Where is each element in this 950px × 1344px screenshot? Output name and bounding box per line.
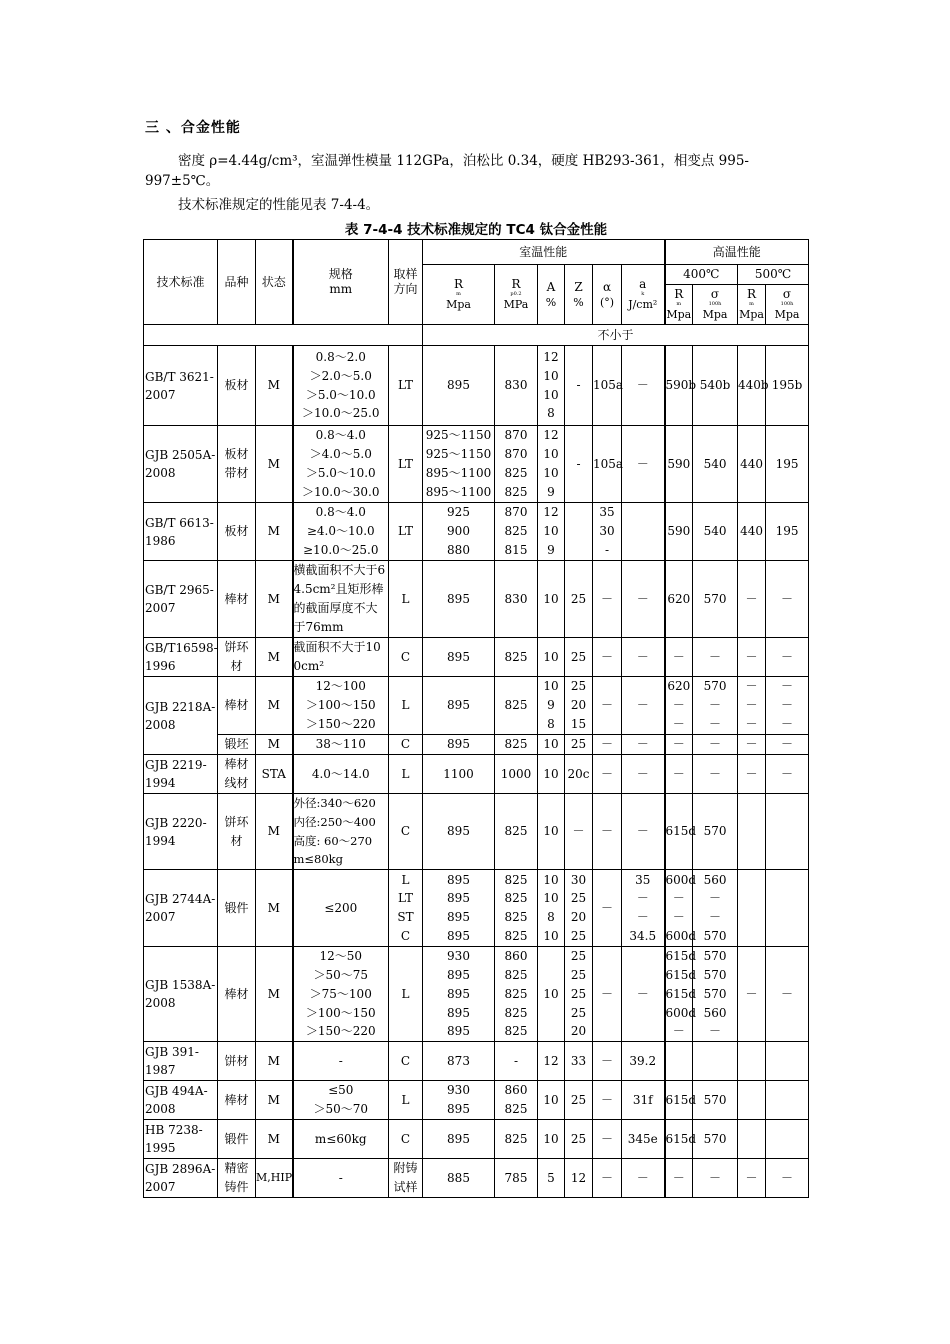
cell-rp: 860 825	[495, 1081, 538, 1120]
cell-a: 10	[538, 794, 565, 870]
cell-std: GB/T 3621-2007	[144, 346, 218, 426]
cell-s500: －	[766, 638, 809, 677]
cell-s500: －	[766, 947, 809, 1042]
cell-dir: LT	[389, 503, 423, 561]
cell-spec: 4.0～14.0	[293, 755, 389, 794]
header-z: Z %	[565, 265, 593, 325]
cell-z: 25 20 15	[565, 677, 593, 735]
cell-std: GJB 1538A-2008	[144, 947, 218, 1042]
cell-dir: L	[389, 1081, 423, 1120]
cell-ak: －	[622, 638, 665, 677]
cell-ak: －	[622, 755, 665, 794]
cell-rm: 895	[423, 794, 495, 870]
cell-ak: －	[622, 561, 665, 638]
cell-ak	[622, 503, 665, 561]
cell-rm: 1100	[423, 755, 495, 794]
properties-table	[143, 239, 809, 1198]
cell-state: M	[256, 870, 293, 947]
cell-a: 12	[538, 1042, 565, 1081]
cell-product: 棒材 线材	[218, 755, 256, 794]
header-sigma-500: σ 100h Mpa	[766, 285, 809, 325]
cell-dir: C	[389, 1042, 423, 1081]
cell-state: M	[256, 426, 293, 503]
cell-s400: 540	[693, 503, 738, 561]
cell-rp: 825	[495, 1120, 538, 1159]
cell-state: M	[256, 1042, 293, 1081]
cell-z: -	[565, 346, 593, 426]
cell-std: GJB 2744A-2007	[144, 870, 218, 947]
cell-r500: － － －	[738, 677, 766, 735]
cell-ak: 35 － － 34.5	[622, 870, 665, 947]
cell-state: M	[256, 503, 293, 561]
cell-alpha: －	[593, 561, 622, 638]
cell-r500	[738, 1081, 766, 1120]
cell-r400: －	[665, 735, 693, 755]
cell-z: －	[565, 794, 593, 870]
cell-s500: －	[766, 1159, 809, 1198]
cell-state: M	[256, 638, 293, 677]
cell-rm: 895	[423, 735, 495, 755]
cell-s500	[766, 1081, 809, 1120]
cell-a: 10 10 8 10	[538, 870, 565, 947]
cell-z: 25	[565, 735, 593, 755]
cell-r400: 590	[665, 503, 693, 561]
cell-s500	[766, 870, 809, 947]
cell-s400: －	[693, 1159, 738, 1198]
section-heading: 三 、合金性能	[145, 120, 241, 136]
cell-s400: 570	[693, 561, 738, 638]
cell-s400	[693, 1042, 738, 1081]
cell-alpha: －	[593, 1042, 622, 1081]
cell-ak: －	[622, 794, 665, 870]
header-rm: R m Mpa	[423, 265, 495, 325]
cell-r400: 620 － －	[665, 677, 693, 735]
cell-ak: －	[622, 346, 665, 426]
cell-ak: －	[622, 677, 665, 735]
cell-rp: 870 870 825 825	[495, 426, 538, 503]
cell-rm: 895	[423, 561, 495, 638]
cell-z: 25 25 25 25 20	[565, 947, 593, 1042]
reference-paragraph: 技术标准规定的性能见表 7-4-4。	[178, 197, 380, 213]
cell-alpha: 105a	[593, 426, 622, 503]
cell-a: 10	[538, 947, 565, 1042]
header-sigma-400: σ 100h Mpa	[693, 285, 738, 325]
cell-a: 10	[538, 638, 565, 677]
cell-r500: 440	[738, 503, 766, 561]
cell-std: GB/T 2965-2007	[144, 561, 218, 638]
cell-rm: 895	[423, 1120, 495, 1159]
cell-std: GJB 2896A-2007	[144, 1159, 218, 1198]
cell-product: 锻坯	[218, 735, 256, 755]
cell-spec: 横截面积不大于64.5cm²且矩形棒的截面厚度不大于76mm	[293, 561, 389, 638]
cell-alpha: 35 30 -	[593, 503, 622, 561]
cell-z: -	[565, 426, 593, 503]
cell-rp: 830	[495, 346, 538, 426]
cell-product: 饼材	[218, 1042, 256, 1081]
header-blank	[144, 325, 423, 346]
cell-rm: 895	[423, 677, 495, 735]
cell-dir: L	[389, 755, 423, 794]
cell-z: 20c	[565, 755, 593, 794]
header-rm-500: R m Mpa	[738, 285, 766, 325]
header-std: 技术标准	[144, 240, 218, 325]
cell-product: 棒材	[218, 947, 256, 1042]
cell-alpha: －	[593, 1159, 622, 1198]
cell-r400: 615d	[665, 1081, 693, 1120]
cell-dir: L	[389, 677, 423, 735]
cell-state: M	[256, 1120, 293, 1159]
cell-a: 12 10 10 8	[538, 346, 565, 426]
header-ak: a k J/cm²	[622, 265, 665, 325]
cell-rm: 895	[423, 638, 495, 677]
cell-ak: －	[622, 947, 665, 1042]
cell-rp: 785	[495, 1159, 538, 1198]
cell-ak: －	[622, 426, 665, 503]
cell-r500: －	[738, 638, 766, 677]
cell-product: 板材 带材	[218, 426, 256, 503]
header-alpha: α (°)	[593, 265, 622, 325]
cell-rp: 830	[495, 561, 538, 638]
cell-r400: 615d 615d 615d 600d －	[665, 947, 693, 1042]
cell-product: 棒材	[218, 677, 256, 735]
cell-dir: C	[389, 794, 423, 870]
cell-a: 10	[538, 561, 565, 638]
cell-r400: 600d － － 600d	[665, 870, 693, 947]
cell-rm: 925～1150 925～1150 895～1100 895～1100	[423, 426, 495, 503]
cell-r400: －	[665, 638, 693, 677]
table-caption: 表 7-4-4 技术标准规定的 TC4 钛合金性能	[344, 222, 608, 238]
cell-r400: 590	[665, 426, 693, 503]
cell-rp: 825	[495, 638, 538, 677]
cell-a: 5	[538, 1159, 565, 1198]
header-500: 500℃	[738, 265, 809, 285]
cell-alpha: －	[593, 735, 622, 755]
cell-r500: 440b	[738, 346, 766, 426]
cell-r500	[738, 794, 766, 870]
cell-rm: 873	[423, 1042, 495, 1081]
cell-s400: 570 570 570 560 －	[693, 947, 738, 1042]
cell-rp: 825	[495, 735, 538, 755]
cell-std: GJB 494A-2008	[144, 1081, 218, 1120]
cell-dir: L LT ST C	[389, 870, 423, 947]
cell-rm: 885	[423, 1159, 495, 1198]
cell-r500: 440	[738, 426, 766, 503]
header-dir: 取样 方向	[389, 240, 423, 325]
cell-s500	[766, 1042, 809, 1081]
density-paragraph: 密度 ρ=4.44g/cm³，室温弹性模量 112GPa，泊松比 0.34，硬度 HB293-361，相变点 995-997±5℃。	[145, 153, 749, 189]
cell-spec: 0.8～4.0 ＞4.0～5.0 ＞5.0～10.0 ＞10.0～30.0	[293, 426, 389, 503]
header-a: A %	[538, 265, 565, 325]
cell-alpha: 105a	[593, 346, 622, 426]
cell-spec: 12～50 ＞50～75 ＞75～100 ＞100～150 ＞150～220	[293, 947, 389, 1042]
cell-state: M	[256, 735, 293, 755]
cell-r400: 615d	[665, 1120, 693, 1159]
cell-ak: －	[622, 735, 665, 755]
cell-s400: －	[693, 755, 738, 794]
cell-a: 10	[538, 1120, 565, 1159]
cell-rm: 930 895 895 895 895	[423, 947, 495, 1042]
cell-state: STA	[256, 755, 293, 794]
cell-a: 10	[538, 755, 565, 794]
cell-z	[565, 503, 593, 561]
cell-a: 10	[538, 1081, 565, 1120]
cell-product: 板材	[218, 503, 256, 561]
cell-state: M	[256, 346, 293, 426]
cell-spec: 截面积不大于100cm²	[293, 638, 389, 677]
cell-r500: －	[738, 561, 766, 638]
cell-r400: 615d	[665, 794, 693, 870]
cell-std: GJB 2220-1994	[144, 794, 218, 870]
cell-ak: 39.2	[622, 1042, 665, 1081]
cell-state: M,HIP	[256, 1159, 293, 1198]
cell-product: 锻件	[218, 1120, 256, 1159]
header-state: 状态	[256, 240, 293, 325]
cell-alpha: －	[593, 755, 622, 794]
cell-s500	[766, 1120, 809, 1159]
cell-z: 12	[565, 1159, 593, 1198]
cell-a: 10 9 8	[538, 677, 565, 735]
cell-rp: 825	[495, 794, 538, 870]
cell-spec: 0.8～2.0 ＞2.0～5.0 ＞5.0～10.0 ＞10.0～25.0	[293, 346, 389, 426]
cell-z: 30 25 20 25	[565, 870, 593, 947]
cell-rp: 870 825 815	[495, 503, 538, 561]
cell-r500: －	[738, 755, 766, 794]
cell-product: 棒材	[218, 561, 256, 638]
cell-r400: －	[665, 755, 693, 794]
cell-spec: m≤60kg	[293, 1120, 389, 1159]
cell-dir: LT	[389, 426, 423, 503]
cell-alpha: －	[593, 1120, 622, 1159]
cell-spec: 38～110	[293, 735, 389, 755]
cell-ak: 345e	[622, 1120, 665, 1159]
cell-state: M	[256, 677, 293, 735]
cell-s500: 195	[766, 503, 809, 561]
cell-s500: － － －	[766, 677, 809, 735]
cell-s400: －	[693, 638, 738, 677]
cell-state: M	[256, 561, 293, 638]
cell-r500: －	[738, 735, 766, 755]
cell-a: 12 10 10 9	[538, 426, 565, 503]
cell-state: M	[256, 1081, 293, 1120]
cell-s400: 560 － － 570	[693, 870, 738, 947]
cell-s500: －	[766, 755, 809, 794]
cell-std: GJB 2219-1994	[144, 755, 218, 794]
cell-z: 25	[565, 1120, 593, 1159]
cell-product: 饼环 材	[218, 794, 256, 870]
header-rp: R p0.2 MPa	[495, 265, 538, 325]
cell-alpha: －	[593, 794, 622, 870]
cell-z: 25	[565, 1081, 593, 1120]
cell-r500	[738, 1120, 766, 1159]
cell-rm: 930 895	[423, 1081, 495, 1120]
cell-product: 板材	[218, 346, 256, 426]
cell-rp: 825	[495, 677, 538, 735]
header-room: 室温性能	[423, 240, 665, 265]
cell-r500	[738, 1042, 766, 1081]
cell-s400: －	[693, 735, 738, 755]
cell-r400: －	[665, 1159, 693, 1198]
cell-product: 锻件	[218, 870, 256, 947]
cell-alpha: －	[593, 1081, 622, 1120]
cell-state: M	[256, 947, 293, 1042]
cell-product: 饼环 材	[218, 638, 256, 677]
cell-r400	[665, 1042, 693, 1081]
cell-product: 棒材	[218, 1081, 256, 1120]
cell-spec: -	[293, 1042, 389, 1081]
cell-spec: 外径:340～620 内径:250～400 高度: 60～270 m≤80kg	[293, 794, 389, 870]
cell-s400: 540	[693, 426, 738, 503]
cell-std: GJB 2218A-2008	[144, 677, 218, 755]
cell-dir: C	[389, 735, 423, 755]
cell-s500: －	[766, 735, 809, 755]
header-not-less: 不小于	[423, 325, 809, 346]
cell-s500: 195	[766, 426, 809, 503]
cell-r500	[738, 870, 766, 947]
cell-dir: C	[389, 638, 423, 677]
cell-alpha: －	[593, 677, 622, 735]
cell-spec: 0.8～4.0 ≥4.0～10.0 ≥10.0～25.0	[293, 503, 389, 561]
cell-ak: 31f	[622, 1081, 665, 1120]
header-high: 高温性能	[665, 240, 809, 265]
cell-s400: 570	[693, 1120, 738, 1159]
cell-s500: 195b	[766, 346, 809, 426]
cell-dir: LT	[389, 346, 423, 426]
cell-s400: 570	[693, 794, 738, 870]
header-spec: 规格 mm	[293, 240, 389, 325]
cell-r400: 620	[665, 561, 693, 638]
cell-z: 25	[565, 561, 593, 638]
cell-rp: 1000	[495, 755, 538, 794]
header-400: 400℃	[665, 265, 738, 285]
cell-s400: 540b	[693, 346, 738, 426]
header-product: 品种	[218, 240, 256, 325]
cell-rp: -	[495, 1042, 538, 1081]
cell-dir: L	[389, 947, 423, 1042]
cell-s500: －	[766, 561, 809, 638]
cell-rm: 925 900 880	[423, 503, 495, 561]
cell-s400: 570 － －	[693, 677, 738, 735]
cell-s500	[766, 794, 809, 870]
cell-r400: 590b	[665, 346, 693, 426]
cell-s400: 570	[693, 1081, 738, 1120]
cell-rp: 860 825 825 825 825	[495, 947, 538, 1042]
cell-std: GJB 391-1987	[144, 1042, 218, 1081]
cell-alpha: －	[593, 870, 622, 947]
cell-rm: 895 895 895 895	[423, 870, 495, 947]
cell-r500: －	[738, 947, 766, 1042]
cell-spec: 12～100 ＞100～150 ＞150～220	[293, 677, 389, 735]
cell-r500: －	[738, 1159, 766, 1198]
cell-dir: C	[389, 1120, 423, 1159]
cell-spec: ≤50 ＞50～70	[293, 1081, 389, 1120]
cell-std: HB 7238-1995	[144, 1120, 218, 1159]
cell-spec: ≤200	[293, 870, 389, 947]
cell-std: GB/T16598-1996	[144, 638, 218, 677]
cell-alpha: －	[593, 638, 622, 677]
cell-a: 10	[538, 735, 565, 755]
cell-z: 33	[565, 1042, 593, 1081]
cell-dir: L	[389, 561, 423, 638]
cell-a: 12 10 9	[538, 503, 565, 561]
cell-rm: 895	[423, 346, 495, 426]
cell-z: 25	[565, 638, 593, 677]
cell-rp: 825 825 825 825	[495, 870, 538, 947]
cell-spec: -	[293, 1159, 389, 1198]
header-rm-400: R m Mpa	[665, 285, 693, 325]
cell-dir: 附铸 试样	[389, 1159, 423, 1198]
cell-std: GJB 2505A-2008	[144, 426, 218, 503]
cell-ak: －	[622, 1159, 665, 1198]
cell-product: 精密 铸件	[218, 1159, 256, 1198]
cell-std: GB/T 6613-1986	[144, 503, 218, 561]
cell-alpha: －	[593, 947, 622, 1042]
cell-state: M	[256, 794, 293, 870]
